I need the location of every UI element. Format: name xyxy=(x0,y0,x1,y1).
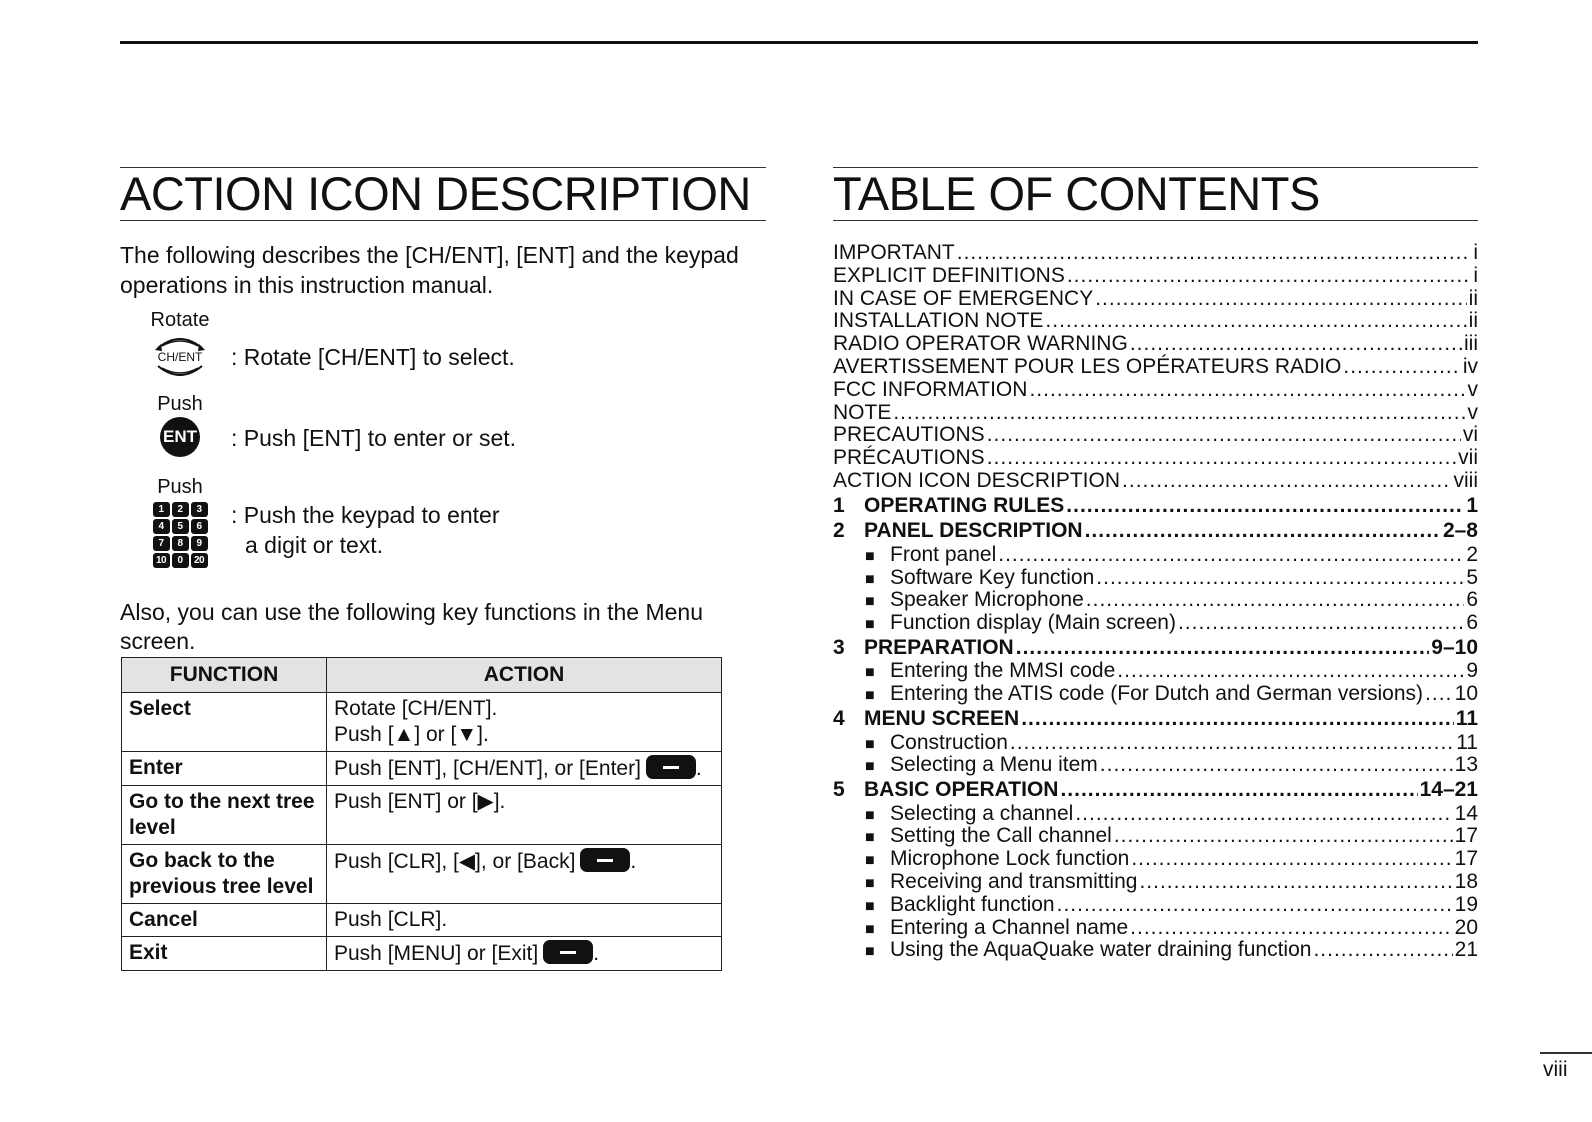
toc-entry-item xyxy=(833,848,1478,871)
toc-entry-title: Microphone Lock function xyxy=(890,847,1130,871)
function-column-header: FUNCTION xyxy=(122,658,327,693)
keypad-key: 0 xyxy=(172,553,189,568)
function-cell: Exit xyxy=(122,937,327,971)
action-cell: Push [ENT] or [▶]. xyxy=(327,786,722,845)
keypad-key: 1 xyxy=(153,502,170,517)
action-text: Push [ENT], [CH/ENT], or [Enter] xyxy=(334,757,641,780)
toc-entry-title: Using the AquaQuake water draining function xyxy=(890,938,1312,962)
toc-entry-page: 17 xyxy=(1454,824,1478,848)
toc-heading xyxy=(833,167,1478,221)
table-row xyxy=(122,904,722,937)
dot-leader xyxy=(1131,848,1452,871)
toc-entry-chapter xyxy=(833,777,1478,803)
keypad-key: 7 xyxy=(153,536,170,551)
dot-leader xyxy=(1075,803,1452,826)
square-bullet-icon: ■ xyxy=(865,735,875,753)
square-bullet-icon: ■ xyxy=(865,547,875,565)
toc-entry-title: Receiving and transmitting xyxy=(890,870,1138,894)
action-cell xyxy=(327,845,722,904)
toc-chapter-number: 3 xyxy=(833,635,845,659)
toc-entry-front xyxy=(833,333,1478,356)
toc-entry-title: Entering a Channel name xyxy=(890,915,1129,939)
toc-entry-title: OPERATING RULES xyxy=(864,493,1065,517)
action-column-header: ACTION xyxy=(327,658,722,693)
dot-leader xyxy=(987,424,1461,447)
action-cell xyxy=(327,752,722,786)
dot-leader xyxy=(998,544,1464,567)
square-bullet-icon: ■ xyxy=(865,758,875,776)
toc-entry-page: ii xyxy=(1468,309,1478,333)
toc-entry-page: 2 xyxy=(1466,542,1478,566)
toc-entry-page: ii xyxy=(1468,286,1478,310)
toc-entry-chapter xyxy=(833,706,1478,732)
toc-entry-item xyxy=(833,732,1478,755)
dot-leader xyxy=(1096,567,1464,590)
toc-entry-page: 14–21 xyxy=(1419,778,1478,802)
action-cell xyxy=(327,693,722,752)
toc-title: TABLE OF CONTENTS xyxy=(833,167,1320,220)
toc-entry-page: 20 xyxy=(1454,915,1478,939)
toc-entry-item xyxy=(833,660,1478,683)
dot-leader xyxy=(957,242,1472,265)
toc-entry-item xyxy=(833,825,1478,848)
ent-button-icon: ENT xyxy=(160,417,200,457)
toc-entry-page: v xyxy=(1467,377,1478,401)
toc-entry-item xyxy=(833,612,1478,635)
toc-entry-item xyxy=(833,939,1478,962)
toc-entry-item xyxy=(833,894,1478,917)
toc-entry-page: viii xyxy=(1453,468,1478,492)
square-bullet-icon: ■ xyxy=(865,616,875,634)
rotate-caption: Rotate xyxy=(150,309,210,331)
ch-ent-rotate-icon xyxy=(140,332,220,387)
toc-entry-title: Selecting a Menu item xyxy=(890,753,1098,777)
toc-entry-page: i xyxy=(1473,241,1478,264)
toc-entry-front xyxy=(833,242,1478,265)
toc-entry-page: 2–8 xyxy=(1442,519,1478,543)
toc-entry-front xyxy=(833,402,1478,425)
toc-entry-title: ACTION ICON DESCRIPTION xyxy=(833,468,1121,492)
keypad-key: 8 xyxy=(172,536,189,551)
action-text: Push [MENU] or [Exit] xyxy=(334,942,539,965)
dot-leader xyxy=(1117,660,1464,683)
square-bullet-icon: ■ xyxy=(865,897,875,915)
toc-entry-page: iv xyxy=(1462,354,1478,378)
dot-leader xyxy=(1067,265,1472,288)
keypad-key: 6 xyxy=(191,519,208,534)
toc-entry-item xyxy=(833,754,1478,777)
table-row xyxy=(122,937,722,971)
toc-entry-title: PREPARATION xyxy=(864,635,1014,659)
push-ent-icon-group xyxy=(140,392,220,457)
toc-entry-front xyxy=(833,470,1478,493)
dot-leader xyxy=(1425,683,1453,706)
toc-chapter-number: 4 xyxy=(833,707,845,731)
square-bullet-icon: ■ xyxy=(865,664,875,682)
dot-leader xyxy=(1085,518,1441,544)
toc-entry-title: Construction xyxy=(890,730,1008,754)
intro-text: The following describes the [CH/ENT], [ENT] and the keypad operations in this instruction manual. xyxy=(120,242,739,298)
toc-entry-title: AVERTISSEMENT POUR LES OPÉRATEURS RADIO xyxy=(833,354,1342,378)
dot-leader xyxy=(1066,493,1464,519)
toc-entry-page: iii xyxy=(1464,332,1478,356)
toc-entry-item xyxy=(833,803,1478,826)
toc-entry-page: 21 xyxy=(1454,938,1478,962)
push-keypad-caption: Push xyxy=(157,476,203,498)
push-keypad-description-line1: : Push the keypad to enter xyxy=(231,502,500,528)
dot-leader xyxy=(1130,917,1452,940)
toc-entry-item xyxy=(833,567,1478,590)
toc-entry-title: PANEL DESCRIPTION xyxy=(864,519,1083,543)
keypad-key: 10 xyxy=(153,553,170,568)
also-text: Also, you can use the following key functions in the Menu screen. xyxy=(120,599,704,654)
toc-entry-front xyxy=(833,379,1478,402)
action-end: . xyxy=(593,942,600,965)
toc-entry-item xyxy=(833,683,1478,706)
function-cell: Go to the next tree level xyxy=(122,786,327,845)
toc-entry-title: Entering the MMSI code xyxy=(890,659,1116,683)
toc-entry-title: Entering the ATIS code (For Dutch and German versions) xyxy=(890,682,1424,706)
function-cell: Go back to the previous tree level xyxy=(122,845,327,904)
rotate-icon-group xyxy=(140,308,220,387)
keypad-key: 5 xyxy=(172,519,189,534)
toc-entry-title: INSTALLATION NOTE xyxy=(833,309,1044,333)
dot-leader xyxy=(1178,612,1464,635)
key-function-table xyxy=(121,657,722,971)
action-end: . xyxy=(630,850,637,873)
dot-leader xyxy=(1114,825,1453,848)
toc-entry-page: 14 xyxy=(1454,801,1478,825)
dot-leader xyxy=(1343,356,1460,379)
dot-leader xyxy=(1122,470,1451,493)
toc-entry-page: 18 xyxy=(1454,870,1478,894)
square-bullet-icon: ■ xyxy=(865,687,875,705)
keypad-key: 9 xyxy=(191,536,208,551)
square-bullet-icon: ■ xyxy=(865,829,875,847)
toc-entry-chapter xyxy=(833,635,1478,661)
dot-leader xyxy=(1060,777,1417,803)
dot-leader xyxy=(893,402,1465,425)
toc-entry-page: 13 xyxy=(1454,753,1478,777)
toc-entry-title: PRECAUTIONS xyxy=(833,423,985,447)
table-of-contents xyxy=(833,242,1478,962)
table-row xyxy=(122,752,722,786)
toc-entry-page: 11 xyxy=(1455,707,1478,731)
toc-chapter-number: 5 xyxy=(833,778,845,802)
page-number: viii xyxy=(1543,1058,1568,1081)
dot-leader xyxy=(1029,379,1465,402)
svg-text:CH/ENT: CH/ENT xyxy=(157,350,203,364)
toc-entry-front xyxy=(833,447,1478,470)
toc-entry-chapter xyxy=(833,518,1478,544)
toc-entry-page: 17 xyxy=(1454,847,1478,871)
toc-entry-front xyxy=(833,310,1478,333)
toc-entry-title: IN CASE OF EMERGENCY xyxy=(833,286,1094,310)
toc-entry-title: Front panel xyxy=(890,542,997,566)
toc-entry-title: IMPORTANT xyxy=(833,241,955,264)
function-cell: Select xyxy=(122,693,327,752)
table-header-row xyxy=(122,658,722,693)
toc-entry-title: RADIO OPERATOR WARNING xyxy=(833,332,1128,356)
toc-entry-front xyxy=(833,288,1478,311)
action-line: Push [▲] or [▼]. xyxy=(334,723,489,746)
keypad-icon xyxy=(153,502,208,568)
top-rule xyxy=(120,41,1478,44)
function-cell: Cancel xyxy=(122,904,327,937)
dot-leader xyxy=(1313,939,1452,962)
dot-leader xyxy=(1139,871,1452,894)
dot-leader xyxy=(1045,310,1466,333)
toc-entry-title: MENU SCREEN xyxy=(864,707,1020,731)
toc-entry-page: i xyxy=(1473,263,1478,287)
toc-entry-title: Function display (Main screen) xyxy=(890,611,1176,635)
toc-entry-item xyxy=(833,544,1478,567)
toc-entry-title: PRÉCAUTIONS xyxy=(833,446,985,470)
table-row xyxy=(122,845,722,904)
action-cell xyxy=(327,937,722,971)
action-end: . xyxy=(695,757,702,780)
toc-entry-title: Selecting a channel xyxy=(890,801,1074,825)
toc-entry-page: 10 xyxy=(1454,682,1478,706)
push-keypad-description-line2: a digit or text. xyxy=(245,532,384,558)
square-bullet-icon: ■ xyxy=(865,852,875,870)
table-row xyxy=(122,786,722,845)
toc-entry-title: NOTE xyxy=(833,400,892,424)
toc-entry-title: Setting the Call channel xyxy=(890,824,1112,848)
action-cell: Push [CLR]. xyxy=(327,904,722,937)
toc-entry-page: 6 xyxy=(1466,588,1478,612)
toc-entry-page: 5 xyxy=(1466,565,1478,589)
dot-leader xyxy=(1057,894,1453,917)
toc-entry-item xyxy=(833,871,1478,894)
toc-entry-page: 11 xyxy=(1456,730,1478,754)
square-bullet-icon: ■ xyxy=(865,570,875,588)
exit-softkey-icon xyxy=(543,940,593,964)
dot-leader xyxy=(987,447,1456,470)
square-bullet-icon: ■ xyxy=(865,875,875,893)
action-icon-heading xyxy=(120,167,766,221)
dot-leader xyxy=(1100,754,1453,777)
push-ent-caption: Push xyxy=(157,393,203,415)
page-number-rule xyxy=(1540,1052,1592,1054)
square-bullet-icon: ■ xyxy=(865,593,875,611)
back-softkey-icon xyxy=(580,848,630,872)
keypad-key: 3 xyxy=(191,502,208,517)
square-bullet-icon: ■ xyxy=(865,943,875,961)
dot-leader xyxy=(1010,732,1454,755)
toc-chapter-number: 2 xyxy=(833,519,845,543)
toc-entry-page: 6 xyxy=(1466,611,1478,635)
toc-entry-page: 1 xyxy=(1466,493,1478,517)
table-row xyxy=(122,693,722,752)
toc-entry-page: vi xyxy=(1462,423,1478,447)
action-text: Push [CLR], [◀], or [Back] xyxy=(334,850,576,873)
toc-entry-front xyxy=(833,265,1478,288)
square-bullet-icon: ■ xyxy=(865,806,875,824)
keypad-key: 4 xyxy=(153,519,170,534)
toc-entry-page: 9–10 xyxy=(1431,635,1478,659)
dot-leader xyxy=(1086,589,1465,612)
dot-leader xyxy=(1130,333,1462,356)
toc-entry-item xyxy=(833,589,1478,612)
toc-entry-title: Speaker Microphone xyxy=(890,588,1084,612)
dot-leader xyxy=(1021,706,1454,732)
toc-entry-title: Backlight function xyxy=(890,892,1055,916)
toc-entry-page: vii xyxy=(1458,446,1478,470)
keypad-key: 2 xyxy=(172,502,189,517)
toc-entry-page: v xyxy=(1467,400,1478,424)
toc-entry-title: Software Key function xyxy=(890,565,1095,589)
toc-entry-page: 9 xyxy=(1466,659,1478,683)
rotate-description: : Rotate [CH/ENT] to select. xyxy=(231,344,515,370)
toc-entry-front xyxy=(833,424,1478,447)
dot-leader xyxy=(1016,635,1430,661)
toc-entry-chapter xyxy=(833,493,1478,519)
toc-chapter-number: 1 xyxy=(833,493,845,517)
toc-entry-front xyxy=(833,356,1478,379)
square-bullet-icon: ■ xyxy=(865,920,875,938)
keypad-key: 20 xyxy=(191,553,208,568)
action-line: Rotate [CH/ENT]. xyxy=(334,697,498,720)
push-ent-description: : Push [ENT] to enter or set. xyxy=(231,425,517,451)
toc-entry-page: 19 xyxy=(1454,892,1478,916)
toc-entry-title: BASIC OPERATION xyxy=(864,778,1059,802)
toc-entry-title: EXPLICIT DEFINITIONS xyxy=(833,263,1065,287)
push-keypad-icon-group xyxy=(140,475,220,568)
action-icon-title: ACTION ICON DESCRIPTION xyxy=(120,167,751,220)
toc-entry-item xyxy=(833,917,1478,940)
function-cell: Enter xyxy=(122,752,327,786)
dot-leader xyxy=(1095,288,1466,311)
enter-softkey-icon xyxy=(646,755,696,779)
toc-entry-title: FCC INFORMATION xyxy=(833,377,1028,401)
